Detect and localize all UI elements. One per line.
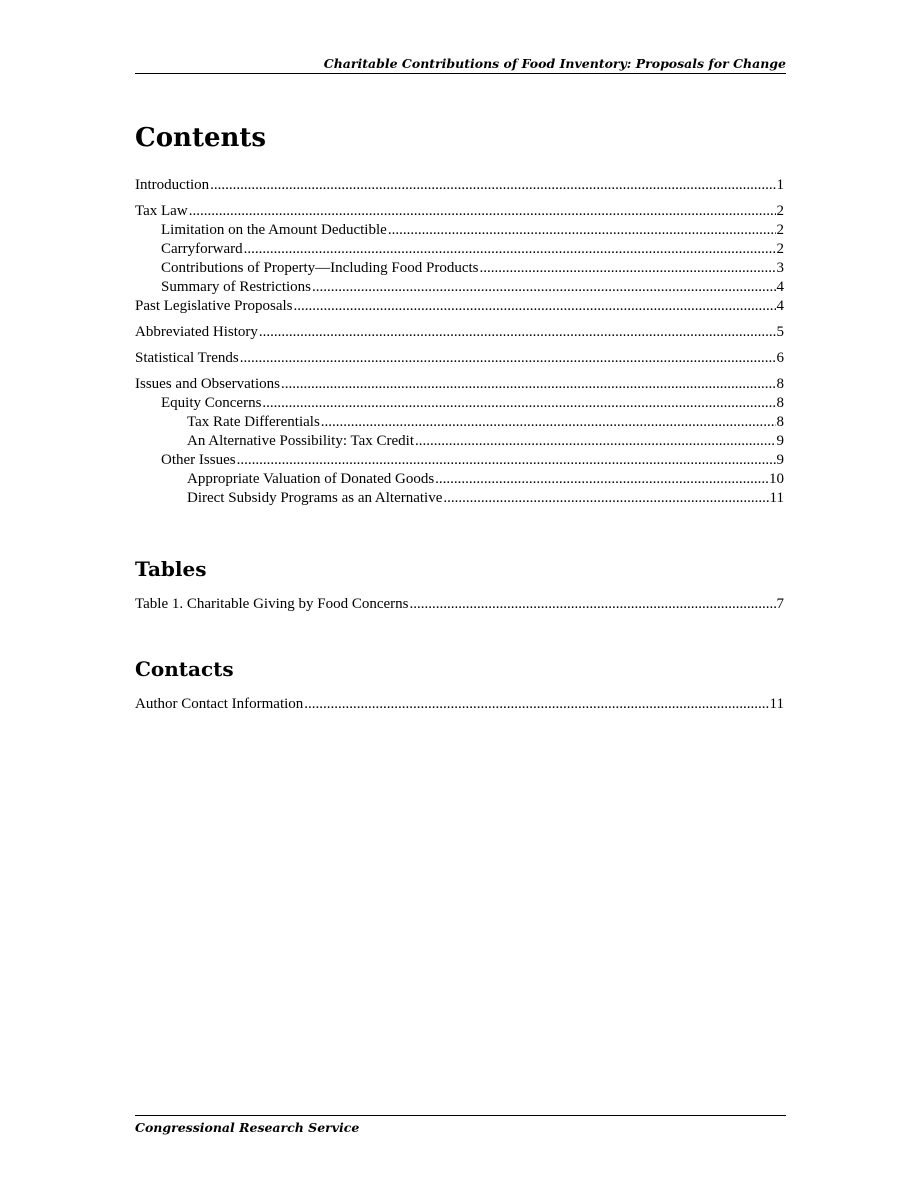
contacts-list <box>135 695 784 714</box>
toc-entry-label: Author Contact Information <box>135 696 304 712</box>
dot-leader <box>259 323 776 342</box>
toc-entry[interactable] <box>135 176 784 195</box>
toc-entry[interactable] <box>135 695 784 714</box>
toc-entry[interactable] <box>135 278 784 297</box>
dot-leader <box>237 451 776 470</box>
contents-list <box>135 176 784 508</box>
toc-entry-page: 8 <box>776 376 784 392</box>
toc-entry-label: Other Issues <box>161 452 236 468</box>
toc-entry-label: Introduction <box>135 177 210 193</box>
toc-entry[interactable] <box>135 489 784 508</box>
dot-leader <box>304 695 768 714</box>
toc-entry[interactable] <box>135 470 784 489</box>
toc-entry[interactable] <box>135 595 784 614</box>
dot-leader <box>410 595 776 614</box>
footer-organization: Congressional Research Service <box>135 1120 360 1135</box>
dot-leader <box>189 202 776 221</box>
toc-entry[interactable] <box>135 413 784 432</box>
toc-entry-page: 6 <box>776 350 784 366</box>
toc-entry[interactable] <box>135 451 784 470</box>
toc-entry-label: Tax Rate Differentials <box>187 414 320 430</box>
toc-entry-page: 11 <box>769 490 784 506</box>
toc-entry-page: 4 <box>776 279 784 295</box>
toc-entry-page: 10 <box>769 471 784 487</box>
toc-entry-page: 1 <box>776 177 784 193</box>
toc-entry-page: 3 <box>776 260 784 276</box>
toc-entry[interactable] <box>135 432 784 451</box>
dot-leader <box>480 259 776 278</box>
running-header <box>135 56 786 74</box>
toc-entry[interactable] <box>135 394 784 413</box>
running-header-title: Charitable Contributions of Food Inventory: Proposals for Change <box>323 56 786 71</box>
toc-entry[interactable] <box>135 259 784 278</box>
dot-leader <box>443 489 768 508</box>
dot-leader <box>388 221 776 240</box>
dot-leader <box>312 278 776 297</box>
toc-entry-label: Direct Subsidy Programs as an Alternative <box>187 490 443 506</box>
toc-entry[interactable] <box>135 349 784 368</box>
toc-entry-label: Abbreviated History <box>135 324 258 340</box>
running-footer <box>135 1115 786 1135</box>
toc-entry[interactable] <box>135 221 784 240</box>
toc-entry-label: Summary of Restrictions <box>161 279 311 295</box>
tables-list <box>135 595 784 614</box>
toc-entry[interactable] <box>135 297 784 316</box>
toc-entry-page: 9 <box>776 433 784 449</box>
toc-entry-label: An Alternative Possibility: Tax Credit <box>187 433 414 449</box>
toc-entry-label: Appropriate Valuation of Donated Goods <box>187 471 435 487</box>
toc-entry-page: 5 <box>776 324 784 340</box>
dot-leader <box>281 375 776 394</box>
toc-entry-page: 2 <box>776 241 784 257</box>
toc-entry-label: Past Legislative Proposals <box>135 298 293 314</box>
contacts-heading: Contacts <box>135 657 234 681</box>
dot-leader <box>321 413 776 432</box>
dot-leader <box>294 297 776 316</box>
contents-heading: Contents <box>135 123 267 153</box>
toc-entry-page: 11 <box>769 696 784 712</box>
toc-entry-label: Issues and Observations <box>135 376 280 392</box>
toc-entry-page: 4 <box>776 298 784 314</box>
dot-leader <box>244 240 776 259</box>
tables-heading: Tables <box>135 557 207 581</box>
toc-entry[interactable] <box>135 240 784 259</box>
toc-entry-page: 8 <box>776 395 784 411</box>
toc-entry-label: Statistical Trends <box>135 350 239 366</box>
toc-entry[interactable] <box>135 202 784 221</box>
toc-entry[interactable] <box>135 375 784 394</box>
dot-leader <box>240 349 776 368</box>
toc-entry-page: 9 <box>776 452 784 468</box>
dot-leader <box>210 176 775 195</box>
toc-entry-page: 8 <box>776 414 784 430</box>
toc-entry-label: Carryforward <box>161 241 243 257</box>
toc-entry[interactable] <box>135 323 784 342</box>
toc-entry-label: Table 1. Charitable Giving by Food Concerns <box>135 596 409 612</box>
toc-entry-label: Contributions of Property—Including Food Products <box>161 260 479 276</box>
toc-entry-page: 2 <box>776 203 784 219</box>
toc-entry-label: Limitation on the Amount Deductible <box>161 222 387 238</box>
toc-entry-label: Equity Concerns <box>161 395 262 411</box>
dot-leader <box>262 394 775 413</box>
toc-entry-page: 7 <box>776 596 784 612</box>
dot-leader <box>415 432 776 451</box>
dot-leader <box>435 470 768 489</box>
toc-entry-page: 2 <box>776 222 784 238</box>
toc-entry-label: Tax Law <box>135 203 188 219</box>
